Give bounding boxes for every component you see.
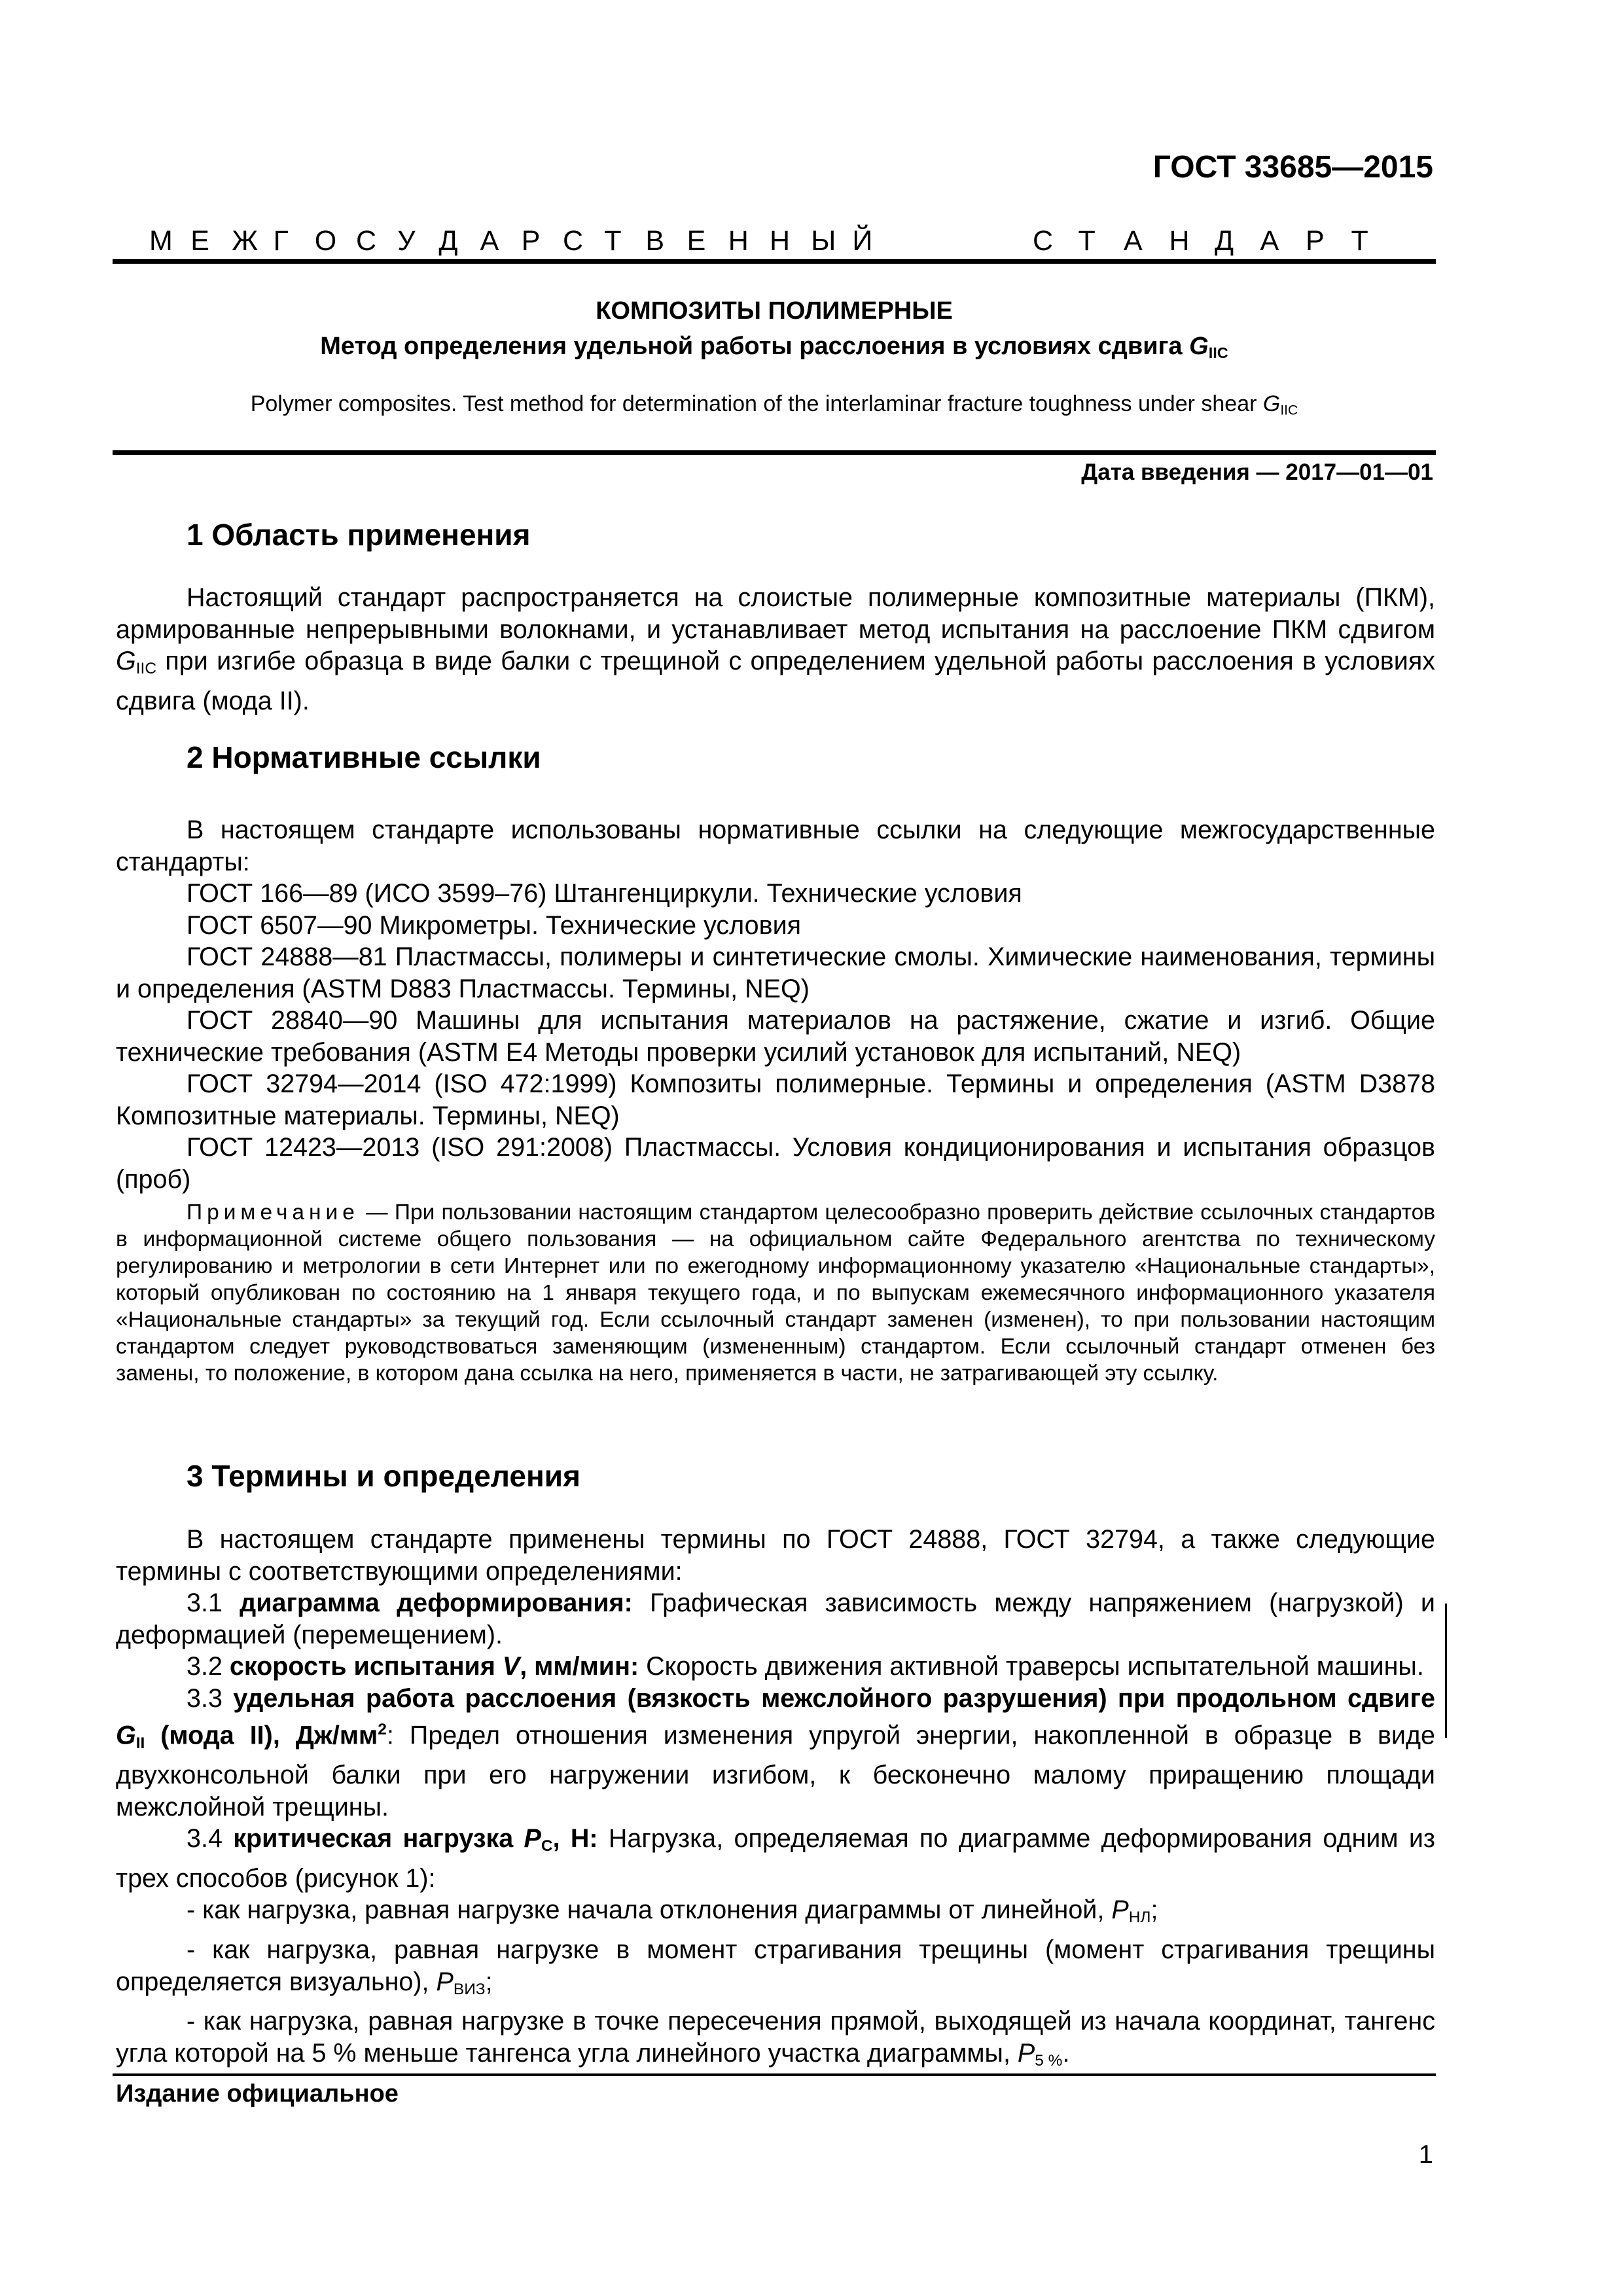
official-edition-label: Издание официальное — [116, 2080, 399, 2108]
title-english: Polymer composites. Test method for determination of the interlaminar fracture toughness under shear $G_{IIC}$ — [250, 391, 1298, 418]
banner-letter: Т — [1078, 225, 1096, 257]
title-rule — [113, 450, 1436, 455]
banner-letter: С — [356, 225, 377, 257]
reference-item: ГОСТ 166—89 (ИСО 3599–76) Штангенциркули. Технические условия — [187, 879, 1022, 908]
reference-item: ГОСТ 32794—2014 (ISO 472:1999) Композиты полимерные. Термины и определения (ASTM D3878 Композитные материалы. Термины, NEQ) — [116, 1069, 1435, 1130]
reference-item: ГОСТ 24888—81 Пластмассы, полимеры и синтетические смолы. Химические наименования, термины и определения (ASTM D883 Пластмассы. Термины, NEQ) — [116, 942, 1435, 1003]
banner-letter: Т — [604, 225, 622, 257]
section-3-intro: В настоящем стандарте применены термины по ГОСТ 24888, ГОСТ 32794, а также следующие термины с соответствующими определениями: — [116, 1525, 1435, 1586]
page-number: 1 — [1418, 2140, 1433, 2169]
method-item: - как нагрузка, равная нагрузке в момент страгивания трещины (момент страгивания трещины определяется визуально), $P_{ВИЗ}$; — [116, 1935, 1435, 1998]
banner-letter: Г — [273, 225, 289, 257]
banner-letter: Д — [1215, 225, 1234, 257]
banner-letter: Е — [687, 225, 706, 257]
note-label: Примечание — [187, 1200, 359, 1225]
note-block: Примечание — При пользовании настоящим стандартом целесообразно проверить действие ссылочных стандартов в информационной системе общего пользования — на официальном сайте Федерального агентства по техническому регулированию и метрологии в сети Интернет или по ежегодному информационному указателю «Национальные стандарты», который опубликован по состоянию на 1 января текущего года, и по выпускам ежемесячного информационного указателя «Национальные стандарты» за текущий год. Если ссылочный стандарт заменен (изменен), то при пользовании настоящим стандартом следует руководствоваться заменяющим (измененным) стандартом. Если ссылочный стандарт отменен без замены, то положение, в котором дана ссылка на него, применяется в части, не затрагивающей эту ссылку. — [116, 1200, 1435, 1386]
reference-item: ГОСТ 28840—90 Машины для испытания материалов на растяжение, сжатие и изгиб. Общие технические требования (ASTM E4 Методы проверки усилий установок для испытаний, NEQ) — [116, 1006, 1435, 1067]
banner-letter: М — [149, 225, 173, 257]
standard-code: ГОСТ 33685—2015 — [1152, 150, 1433, 185]
change-bar — [1445, 1604, 1447, 1738]
reference-item: ГОСТ 12423—2013 (ISO 291:2008) Пластмассы. Условия кондиционирования и испытания образцов (проб) — [116, 1133, 1435, 1194]
method-item: - как нагрузка, равная нагрузке в точке пересечения прямой, выходящей из начала координат, тангенс угла которой на 5 % меньше тангенса угла линейного участка диаграммы, $P_{5 \%}$. — [116, 2007, 1435, 2070]
introduction-date: Дата введения — 2017—01—01 — [1081, 459, 1433, 485]
section-1-body: Настоящий стандарт распространяется на слоистые полимерные композитные материалы (ПКМ), армированные непрерывными волокнами, и устанавливает метод испытания на расслоение ПКМ сдвигом $G_{IIC}$ при изгибе образца в виде балки с трещиной с определением удельной работы расслоения в условиях сдвига (мода II). — [116, 583, 1435, 715]
banner-letter: Т — [1351, 225, 1368, 257]
banner-letter: Н — [1169, 225, 1190, 257]
banner-letter: А — [480, 225, 499, 257]
header-rule — [113, 259, 1436, 264]
banner-letter: Й — [852, 225, 873, 257]
banner-letter: Е — [190, 225, 209, 257]
banner-letter: Р — [1306, 225, 1325, 257]
reference-item: ГОСТ 6507—90 Микрометры. Технические условия — [187, 910, 802, 940]
banner-letter: А — [1260, 225, 1279, 257]
title-main: КОМПОЗИТЫ ПОЛИМЕРНЫЕ — [596, 297, 953, 325]
banner-letter: В — [645, 225, 665, 257]
section-2-body — [116, 814, 1435, 1195]
banner-letter: С — [563, 225, 584, 257]
banner-letter: У — [397, 225, 416, 257]
footer-rule — [113, 2073, 1436, 2076]
banner-letter: О — [314, 225, 337, 257]
banner-letter: Р — [521, 225, 541, 257]
banner-letter: Н — [728, 225, 749, 257]
banner-letter: Ы — [811, 225, 836, 257]
term-3-4: 3.4 критическая нагрузка $P_C$, Н: Нагрузка, определяемая по диаграмме деформирования одним из трех способов (рисунок 1): — [116, 1824, 1435, 1893]
banner-letter: Н — [770, 225, 791, 257]
term-3-3: 3.3 удельная работа расслоения (вязкость межслойного разрушения) при продольном сдвиге $G_{II}$ (мода II), $Дж/мм^2$: Предел отношения изменения упругой энергии, накопленной в образце в виде двухконсольной балки при его нагружении изгибом, к бесконечно малому приращению площади межслойной трещины. — [116, 1683, 1436, 1821]
banner-letter: Д — [438, 225, 458, 257]
section-1-heading: 1 Область применения — [187, 518, 531, 552]
method-item: - как нагрузка, равная нагрузке начала отклонения диаграммы от линейной, $P_{НЛ}$; — [187, 1895, 1158, 1927]
banner-letter: Ж — [232, 225, 259, 257]
banner-letter: А — [1124, 225, 1143, 257]
term-3-1: 3.1 диаграмма деформирования: Графическая зависимость между напряжением (нагрузкой) и деформацией (перемещением). — [116, 1588, 1436, 1649]
section-2-heading: 2 Нормативные ссылки — [187, 740, 541, 774]
section-3-body — [116, 1524, 1435, 2077]
section-3-heading: 3 Термины и определения — [187, 1459, 580, 1493]
title-method: Метод определения удельной работы расслоения в условиях сдвига $G_{IIC}$ — [320, 332, 1228, 361]
section-2-intro: В настоящем стандарте использованы нормативные ссылки на следующие межгосударственные стандарты: — [116, 816, 1435, 876]
term-3-2: 3.2 скорость испытания V, мм/мин: Скорость движения активной траверсы испытательной машины. — [187, 1652, 1424, 1681]
banner-letter: С — [1033, 225, 1054, 257]
